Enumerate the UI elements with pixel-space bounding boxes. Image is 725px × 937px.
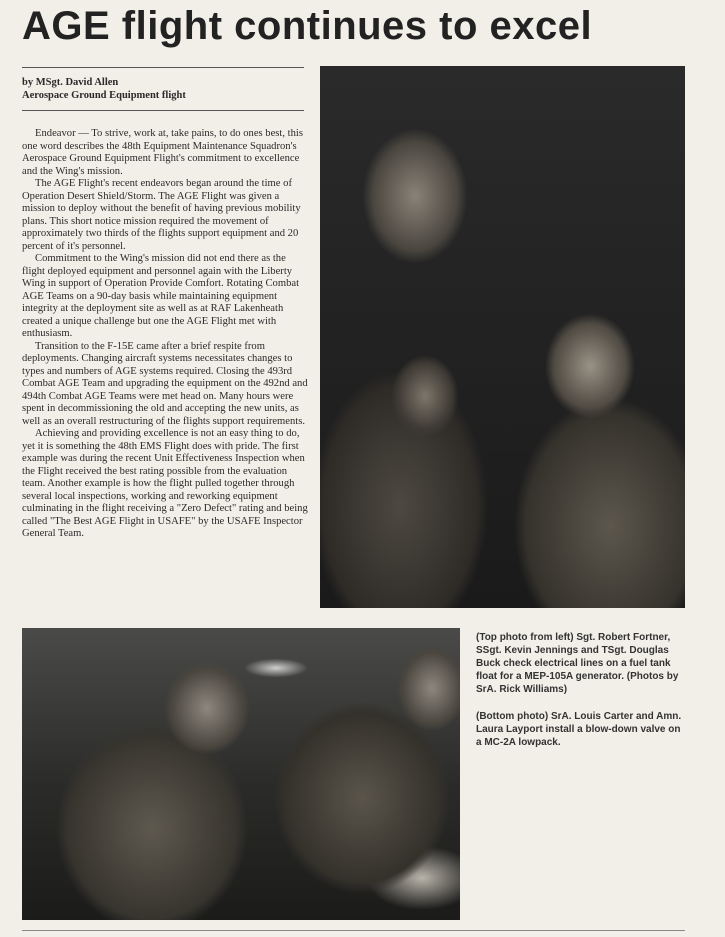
byline <box>22 76 302 102</box>
footer-rule <box>22 930 685 931</box>
article-paragraph: Endeavor — To strive, work at, take pains, to do ones best, this one word describes the 48th Equipment Maintenance Squadron's Aerospace Ground Equipment Flight's commitment to excellence and the Wing's mission. <box>22 128 303 177</box>
bottom-photo <box>22 628 460 920</box>
article-body <box>22 128 308 541</box>
article-paragraph: Commitment to the Wing's mission did not end there as the flight deployed equipment and personnel again with the Liberty Wing in support of Operation Provide Comfort. Rotating Combat AGE Teams on a 90-day basis while maintaining equipment integrity at the deployment site as well as at RAF Lakenheath created a unique challenge but one the AGE Flight met with enthusiasm. <box>22 253 300 339</box>
article-paragraph: The AGE Flight's recent endeavors began around the time of Operation Desert Shield/Storm. The AGE Flight was given a mission to deploy without the benefit of having previous mobility plans. This short notice mission required the movement of approximately two thirds of the flights support equipment and 20 percent of it's personnel. <box>22 178 301 252</box>
byline-unit: Aerospace Ground Equipment flight <box>22 90 186 101</box>
byline-top-rule <box>22 67 304 68</box>
article-paragraph: Transition to the F-15E came after a brief respite from deployments. Changing aircraft systems necessitates changes to types and numbers of AGE systems required. Closing the 493rd Combat AGE Team and upgrading the equipment on the 492nd and 494th Combat AGE Teams were met head on. Many hours were spent in decommissioning the old and accepting the new units, as well as an overall restructuring of the flights support requirements. <box>22 340 308 427</box>
headline: AGE flight continues to excel <box>22 4 593 48</box>
top-photo-caption: (Top photo from left) Sgt. Robert Fortner, SSgt. Kevin Jennings and TSgt. Douglas Buck check electrical lines on a fuel tank float for a MEP-105A generator. (Photos by SrA. Rick Williams) <box>476 632 679 695</box>
article-paragraph: Achieving and providing excellence is not an easy thing to do, yet it is something the 48th EMS Flight does with pride. The first example was during the recent Unit Effectiveness Inspection when the Flight received the best rating possible from the evaluation team. Another example is how the flight pulled together through several local inspections, working and reworking equipment culminating in the flight receiving a "Zero Defect" rating and being called "The Best AGE Flight in USAFE" by the USAFE Inspector General Team. <box>22 428 308 539</box>
top-photo <box>320 66 685 608</box>
byline-bottom-rule <box>22 110 304 111</box>
bottom-photo-caption: (Bottom photo) SrA. Louis Carter and Amn. Laura Layport install a blow-down valve on a MC-2A lowpack. <box>476 711 682 748</box>
byline-author: by MSgt. David Allen <box>22 77 119 88</box>
